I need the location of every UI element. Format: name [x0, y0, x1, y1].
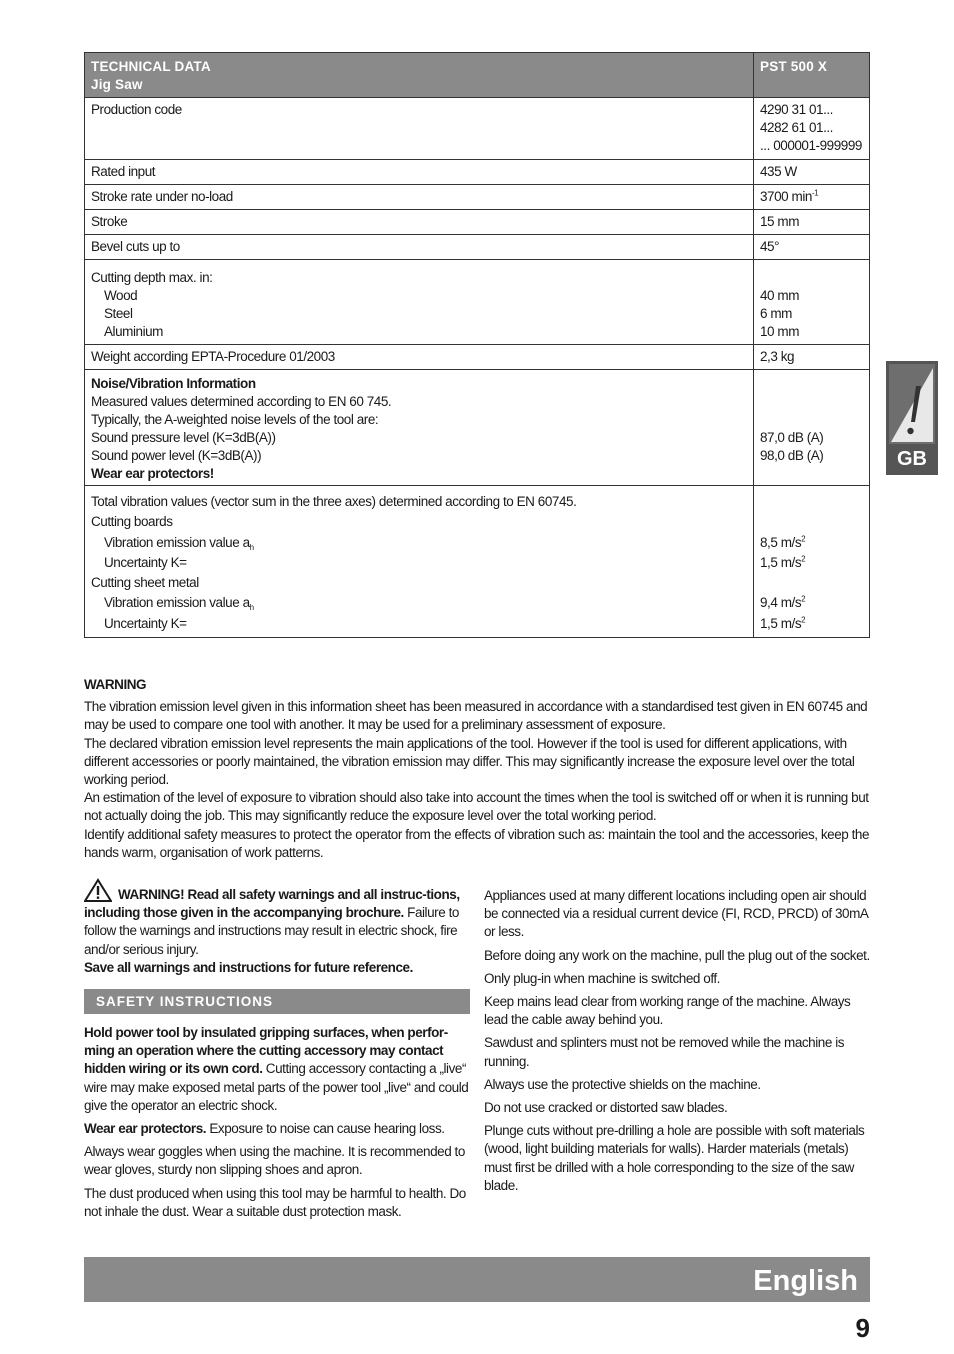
- instruction-paragraph: Only plug-in when machine is switched off.: [484, 970, 720, 986]
- ear-instruction: [84, 1120, 470, 1138]
- vibration-sheet-label: Cutting sheet metal: [91, 575, 199, 591]
- vibration-unit-exponent: 2: [801, 554, 806, 564]
- page-number: 9: [855, 1313, 870, 1343]
- general-warning-bold: WARNING! Read all safety warnings and all instruc-tions, including those given in the accompanying brochure.: [84, 887, 460, 921]
- vibration-number: 1,5: [760, 615, 778, 631]
- vibration-number: 1,5: [760, 554, 778, 570]
- rated-input-label: Rated input: [85, 160, 754, 185]
- cutting-depth-value: 6 mm: [760, 306, 792, 321]
- table-header-row: [85, 53, 870, 98]
- production-code-value: ... 000001-999999: [760, 138, 862, 153]
- bevel-value: 45°: [754, 235, 870, 260]
- vibration-values: [754, 486, 870, 638]
- table-row: [85, 185, 870, 210]
- ear-instruction-text: Exposure to noise can cause hearing loss.: [206, 1121, 445, 1137]
- warning-paragraph: The vibration emission level given in this information sheet has been measured in accordance with a standardised test given in EN 60745 and may be used to compare one tool with another. It may be used for a preliminary assessment of exposure.: [84, 699, 868, 733]
- footer-bar: [84, 1257, 870, 1302]
- dust-instruction: The dust produced when using this tool may be harmful to health. Do not inhale the dust. Wear a suitable dust protection mask.: [84, 1185, 466, 1219]
- cutting-depth-material: Wood: [104, 288, 138, 303]
- warning-title: WARNING: [84, 677, 147, 692]
- ear-instruction-bold: Wear ear protectors.: [84, 1121, 207, 1137]
- vibration-unit-exponent: 2: [801, 534, 806, 544]
- left-column: [84, 878, 470, 1226]
- production-code-value: 4290 31 01...: [760, 102, 833, 117]
- warning-exclamation-icon: [889, 364, 935, 444]
- stroke-value: 15 mm: [754, 210, 870, 235]
- weight-value: 2,3 kg: [754, 345, 870, 370]
- hold-instruction-text: Cutting accessory contacting a „live“ wire may make exposed metal parts of the power tool „live“ and could give the operator an electric shock.: [84, 1061, 469, 1113]
- footer-language: English: [753, 1265, 858, 1297]
- production-code-label: Production code: [85, 98, 754, 160]
- instruction-paragraph: Do not use cracked or distorted saw blades.: [484, 1100, 728, 1116]
- warning-triangle-icon: [84, 878, 112, 902]
- vibration-emission-label: Vibration emission value a: [104, 595, 250, 611]
- table-row: [85, 235, 870, 260]
- table-row: [85, 210, 870, 235]
- production-code-value: 4282 61 01...: [760, 120, 833, 135]
- instruction-paragraph: Always use the protective shields on the machine.: [484, 1076, 761, 1092]
- table-header-title-cell: [85, 53, 754, 98]
- table-row: [85, 370, 870, 486]
- vibration-number: 8,5: [760, 534, 778, 550]
- cutting-depth-cell: [85, 260, 754, 345]
- instruction-paragraph: Keep mains lead clear from working range of the machine. Always lead the cable away behind you.: [484, 994, 851, 1028]
- table-row: [85, 98, 870, 160]
- instruction-paragraph: Sawdust and splinters must not be removed while the machine is running.: [484, 1035, 845, 1069]
- vibration-emission-label: Vibration emission value a: [104, 534, 250, 550]
- noise-line: Measured values determined according to EN 60 745.: [91, 394, 392, 409]
- warning-paragraph: An estimation of the level of exposure to vibration should also take into account the times when the tool is switched off or when it is running but not actually doing the job. This may significantly reduce the exposure level over the total working period.: [84, 790, 869, 824]
- vibration-value: [760, 614, 863, 634]
- vibration-number: 9,4: [760, 595, 778, 611]
- instruction-paragraph: Before doing any work on the machine, pull the plug out of the socket.: [484, 947, 870, 963]
- stroke-label: Stroke: [85, 210, 754, 235]
- cutting-depth-material: Aluminium: [104, 324, 163, 339]
- noise-info-cell: [85, 370, 754, 486]
- vibration-value: [760, 593, 863, 613]
- vibration-emission-subscript: h: [249, 603, 254, 613]
- noise-value: 98,0 dB (A): [760, 448, 824, 463]
- hold-instruction: [84, 1024, 470, 1115]
- save-instructions: Save all warnings and instructions for future reference.: [84, 959, 413, 975]
- general-warning: [84, 878, 470, 959]
- cutting-depth-values: [754, 260, 870, 345]
- cutting-depth-material: Steel: [104, 306, 133, 321]
- stroke-rate-value: 3700 min: [760, 189, 812, 204]
- table-header-model: PST 500 X: [754, 53, 870, 98]
- bevel-label: Bevel cuts up to: [85, 235, 754, 260]
- goggles-instruction: Always wear goggles when using the machine. It is recommended to wear gloves, sturdy non slipping shoes and apron.: [84, 1144, 465, 1178]
- weight-label: Weight according EPTA-Procedure 01/2003: [85, 345, 754, 370]
- vibration-emission-subscript: h: [249, 542, 254, 552]
- right-column: [484, 887, 870, 1200]
- vibration-unit: m/s: [780, 554, 802, 570]
- production-code-values: [754, 98, 870, 160]
- vibration-intro: Total vibration values (vector sum in the three axes) determined according to EN 60745.: [91, 494, 577, 509]
- noise-protect: Wear ear protectors!: [91, 466, 214, 481]
- noise-title: Noise/Vibration Information: [91, 376, 256, 391]
- vibration-uncertainty-label: Uncertainty K=: [104, 615, 187, 631]
- stroke-rate-cell: [754, 185, 870, 210]
- cutting-depth-value: 40 mm: [760, 288, 800, 303]
- table-row: [85, 486, 870, 638]
- safety-instructions-header: SAFETY INSTRUCTIONS: [84, 989, 470, 1014]
- general-warning-text: Failure to follow the warnings and instructions may result in electric shock, fire and/or serious injury.: [84, 905, 459, 957]
- vibration-value: [760, 533, 863, 553]
- vibration-boards-label: Cutting boards: [91, 514, 173, 530]
- stroke-rate-label: Stroke rate under no-load: [85, 185, 754, 210]
- vibration-uncertainty-label: Uncertainty K=: [104, 554, 187, 570]
- vibration-unit-exponent: 2: [801, 594, 806, 604]
- cutting-depth-value: 10 mm: [760, 324, 800, 339]
- noise-line: Typically, the A-weighted noise levels of the tool are:: [91, 412, 379, 427]
- instruction-paragraph: Plunge cuts without pre-drilling a hole are possible with soft materials (wood, light building materials for walls). Harder materials (metals) must first be drilled with a hole corresponding to the size of the saw blade.: [484, 1123, 865, 1193]
- noise-line: Sound power level (K=3dB(A)): [91, 448, 262, 463]
- table-row: [85, 160, 870, 185]
- noise-value: 87,0 dB (A): [760, 430, 824, 445]
- language-tab: [886, 361, 938, 475]
- cutting-depth-label: Cutting depth max. in:: [91, 270, 213, 285]
- table-subtitle: Jig Saw: [91, 77, 143, 92]
- vibration-cell: [85, 486, 754, 638]
- vibration-unit: m/s: [780, 534, 802, 550]
- hold-instruction-bold: Hold power tool by insulated gripping surfaces, when perfor-ming an operation where the cutting accessory may contact hidden wiring or its own cord.: [84, 1025, 448, 1077]
- noise-line: Sound pressure level (K=3dB(A)): [91, 430, 276, 445]
- table-title: TECHNICAL DATA: [91, 59, 211, 74]
- warning-paragraph: Identify additional safety measures to protect the operator from the effects of vibration such as: maintain the tool and the accessories, keep the hands warm, organisation of work patterns.: [84, 826, 870, 860]
- table-row: [85, 345, 870, 370]
- noise-values: [754, 370, 870, 486]
- vibration-unit: m/s: [780, 595, 802, 611]
- vibration-value: [760, 553, 863, 573]
- vibration-unit-exponent: 2: [801, 615, 806, 625]
- warning-paragraph: The declared vibration emission level represents the main applications of the tool. However if the tool is used for different applications, with different accessories or poorly maintained, the vibration emission may differ. This may significantly increase the exposure level over the total working period.: [84, 735, 855, 788]
- stroke-rate-exponent: -1: [811, 188, 819, 198]
- language-tab-label: GB: [897, 448, 927, 470]
- vibration-warning: [84, 676, 870, 862]
- table-row: [85, 260, 870, 345]
- rated-input-value: 435 W: [754, 160, 870, 185]
- vibration-unit: m/s: [780, 615, 802, 631]
- instruction-paragraph: Appliances used at many different locations including open air should be connected via a residual current device (FI, RCD, PRCD) of 30mA or less.: [484, 888, 868, 940]
- technical-data-table: [84, 52, 870, 638]
